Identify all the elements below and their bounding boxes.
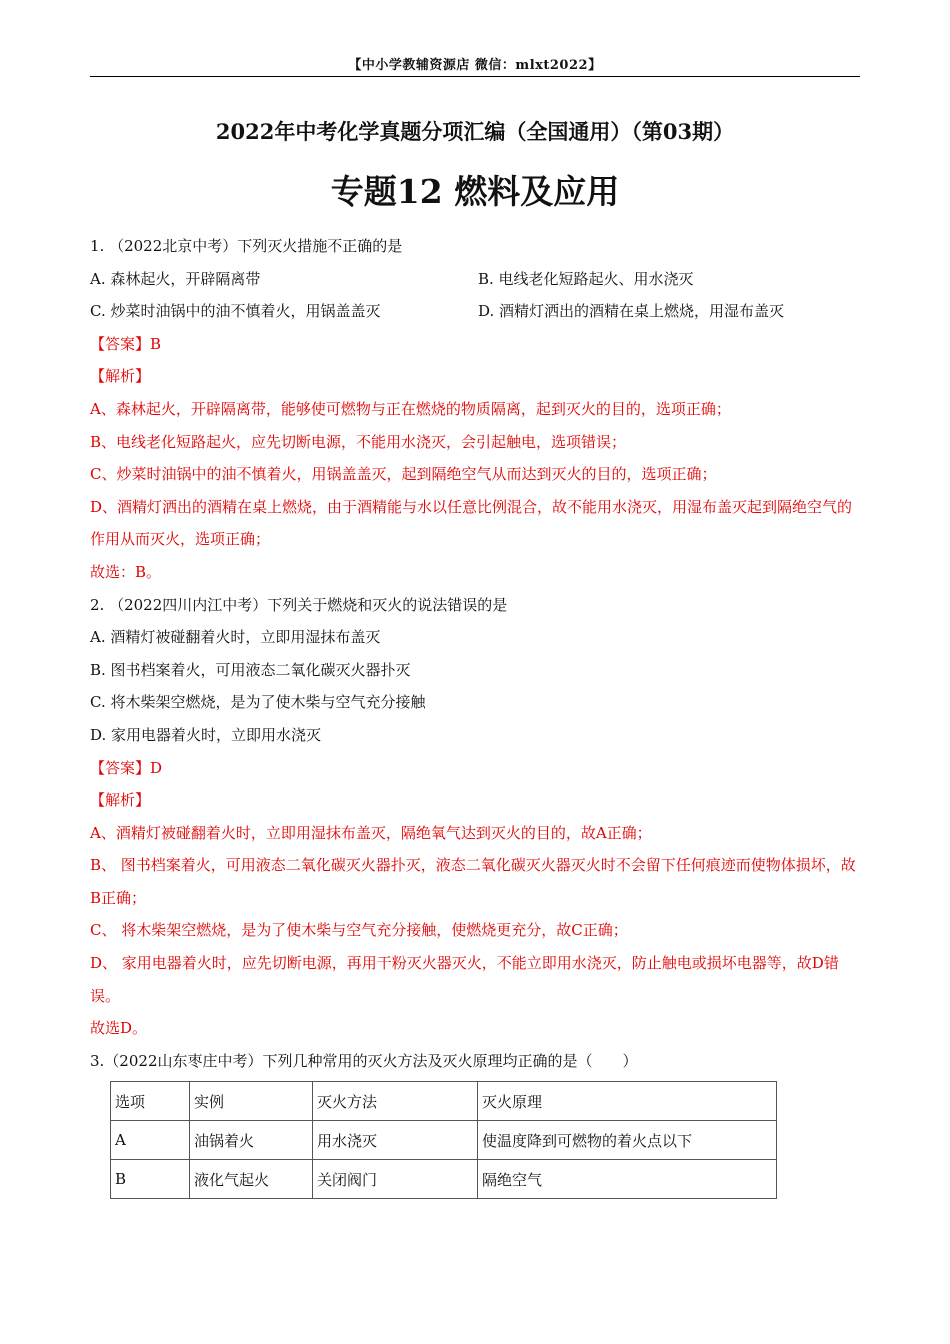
q1-answer: 【答案】B	[90, 334, 162, 353]
table-cell: B	[111, 1160, 190, 1199]
q2-explanation-d: D、 家用电器着火时，应先切断电源，再用干粉灭火器灭火，不能立即用水浇灭，防止触电或损坏电器等，故D错误。	[90, 954, 839, 1005]
q1-option-c: C. 炒菜时油锅中的油不慎着火，用锅盖盖灭	[90, 302, 381, 321]
q1-analysis-label: 【解析】	[90, 367, 151, 386]
table-cell: 隔绝空气	[478, 1160, 777, 1199]
q3-table	[110, 1081, 777, 1199]
q1-option-d: D. 酒精灯洒出的酒精在桌上燃烧，用湿布盖灭	[478, 302, 785, 321]
table-header-cell: 实例	[190, 1082, 313, 1121]
table-header-cell: 灭火方法	[313, 1082, 478, 1121]
table-row	[111, 1160, 777, 1199]
q1-stem: 1. （2022北京中考）下列灭火措施不正确的是	[90, 237, 403, 255]
table-cell: 液化气起火	[190, 1160, 313, 1199]
q1-options-row-1	[90, 263, 865, 296]
q2-analysis-label: 【解析】	[90, 791, 151, 810]
document-body	[90, 230, 865, 1199]
q1-option-a: A. 森林起火，开辟隔离带	[90, 269, 261, 288]
table-cell: 使温度降到可燃物的着火点以下	[478, 1121, 777, 1160]
q1-options-row-2	[90, 295, 865, 328]
table-cell: 用水浇灭	[313, 1121, 478, 1160]
q1-explanation-d: D、酒精灯洒出的酒精在桌上燃烧，由于酒精能与水以任意比例混合，故不能用水浇灭，用湿布盖灭起到隔绝空气的作用从而灭火，选项正确；	[90, 497, 853, 549]
q1-conclusion: 故选：B。	[90, 562, 162, 581]
table-header-cell: 选项	[111, 1082, 190, 1121]
q2-explanation-b: B、 图书档案着火，可用液态二氧化碳灭火器扑灭，液态二氧化碳灭火器灭火时不会留下任何痕迹而使物体损坏，故B正确；	[90, 856, 856, 907]
table-header-row	[111, 1082, 777, 1121]
document-subtitle: 专题12 燃料及应用	[330, 172, 620, 211]
q2-option-a: A. 酒精灯被碰翻着火时，立即用湿抹布盖灭	[90, 628, 381, 647]
q2-option-c: C. 将木柴架空燃烧，是为了使木柴与空气充分接触	[90, 693, 426, 712]
q2-option-d: D. 家用电器着火时，立即用水浇灭	[90, 725, 322, 744]
q2-conclusion: 故选D。	[90, 1019, 148, 1038]
table-cell: A	[111, 1121, 190, 1160]
q2-stem: 2. （2022四川内江中考）下列关于燃烧和灭火的说法错误的是	[90, 595, 508, 614]
q2-explanation-a: A、酒精灯被碰翻着火时，立即用湿抹布盖灭，隔绝氧气达到灭火的目的，故A正确；	[90, 823, 652, 842]
page-header: 【中小学教辅资源店 微信：mlxt2022】	[348, 58, 602, 73]
q2-option-b: B. 图书档案着火，可用液态二氧化碳灭火器扑灭	[90, 660, 411, 679]
q2-explanation-c: C、 将木柴架空燃烧，是为了使木柴与空气充分接触，使燃烧更充分，故C正确；	[90, 921, 628, 940]
table-row	[111, 1121, 777, 1160]
document-title: 2022年中考化学真题分项汇编（全国通用）（第03期）	[215, 119, 735, 144]
table-header-cell: 灭火原理	[478, 1082, 777, 1121]
q1-option-b: B. 电线老化短路起火、用水浇灭	[478, 269, 694, 288]
q1-explanation-c: C、炒菜时油锅中的油不慎着火，用锅盖盖灭，起到隔绝空气从而达到灭火的目的，选项正确；	[90, 465, 717, 484]
header-divider	[90, 76, 860, 77]
table-cell: 关闭阀门	[313, 1160, 478, 1199]
q2-answer: 【答案】D	[90, 758, 163, 777]
q3-stem: 3.（2022山东枣庄中考）下列几种常用的灭火方法及灭火原理均正确的是（ ）	[90, 1051, 638, 1070]
table-cell: 油锅着火	[190, 1121, 313, 1160]
q1-explanation-a: A、森林起火，开辟隔离带，能够使可燃物与正在燃烧的物质隔离，起到灭火的目的，选项正确；	[90, 399, 731, 418]
q1-explanation-b: B、电线老化短路起火，应先切断电源，不能用水浇灭，会引起触电，选项错误；	[90, 432, 627, 451]
